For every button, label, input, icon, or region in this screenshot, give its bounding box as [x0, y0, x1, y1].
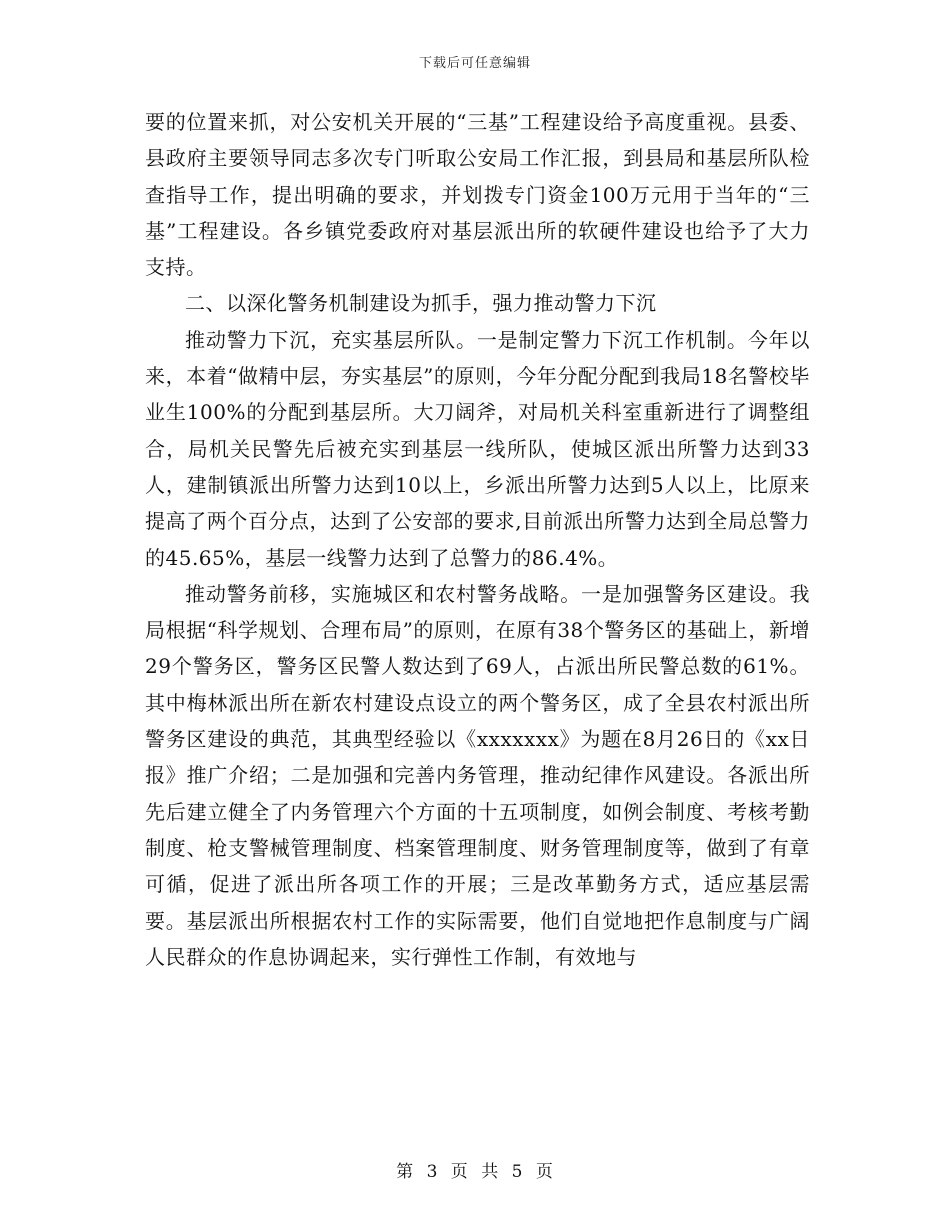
page-header: 下载后可任意编辑: [418, 56, 531, 71]
document-body: [145, 104, 810, 975]
paragraph-2: 推动警力下沉，充实基层所队。一是制定警力下沉工作机制。今年以来，本着“做精中层，夯实基层”的原则，今年分配分配到我局18名警校毕业生100%的分配到基层所。大刀阔斧，对局机关科室重新进行了调整组合，局机关民警先后被充实到基层一线所队，使城区派出所警力达到33人，建制镇派出所警力达到10以上，乡派出所警力达到5人以上，比原来提高了两个百分点，达到了公安部的要求,目前派出所警力达到全局总警力的45.65%，基层一线警力达到了总警力的86.4%。: [145, 327, 810, 570]
section-heading: 二、以深化警务机制建设为抓手，强力推动警力下沉: [185, 291, 657, 316]
paragraph-3: 推动警务前移，实施城区和农村警务战略。一是加强警务区建设。我局根据“科学规划、合理布局”的原则，在原有38个警务区的基础上，新增29个警务区，警务区民警人数达到了69人，占派出所民警总数的61%。其中梅林派出所在新农村建设点设立的两个警务区，成了全县农村派出所警务区建设的典范，其典型经验以《xxxxxxx》为题在8月26日的《xx日报》推广介绍；二是加强和完善内务管理，推动纪律作风建设。各派出所先后建立健全了内务管理六个方面的十五项制度，如例会制度、考核考勤制度、枪支警械管理制度、档案管理制度、财务管理制度等，做到了有章可循，促进了派出所各项工作的开展；三是改革勤务方式，适应基层需要。基层派出所根据农村工作的实际需要，他们自觉地把作息制度与广阔人民群众的作息协调起来，实行弹性工作制，有效地与: [145, 581, 810, 969]
paragraph-1: 要的位置来抓，对公安机关开展的“三基”工程建设给予高度重视。县委、县政府主要领导同志多次专门听取公安局工作汇报，到县局和基层所队检查指导工作，提出明确的要求，并划拨专门资金100万元用于当年的“三基”工程建设。各乡镇党委政府对基层派出所的软硬件建设也给予了大力支持。: [145, 110, 810, 280]
page-footer: 第 3 页 共 5 页: [396, 1162, 554, 1182]
